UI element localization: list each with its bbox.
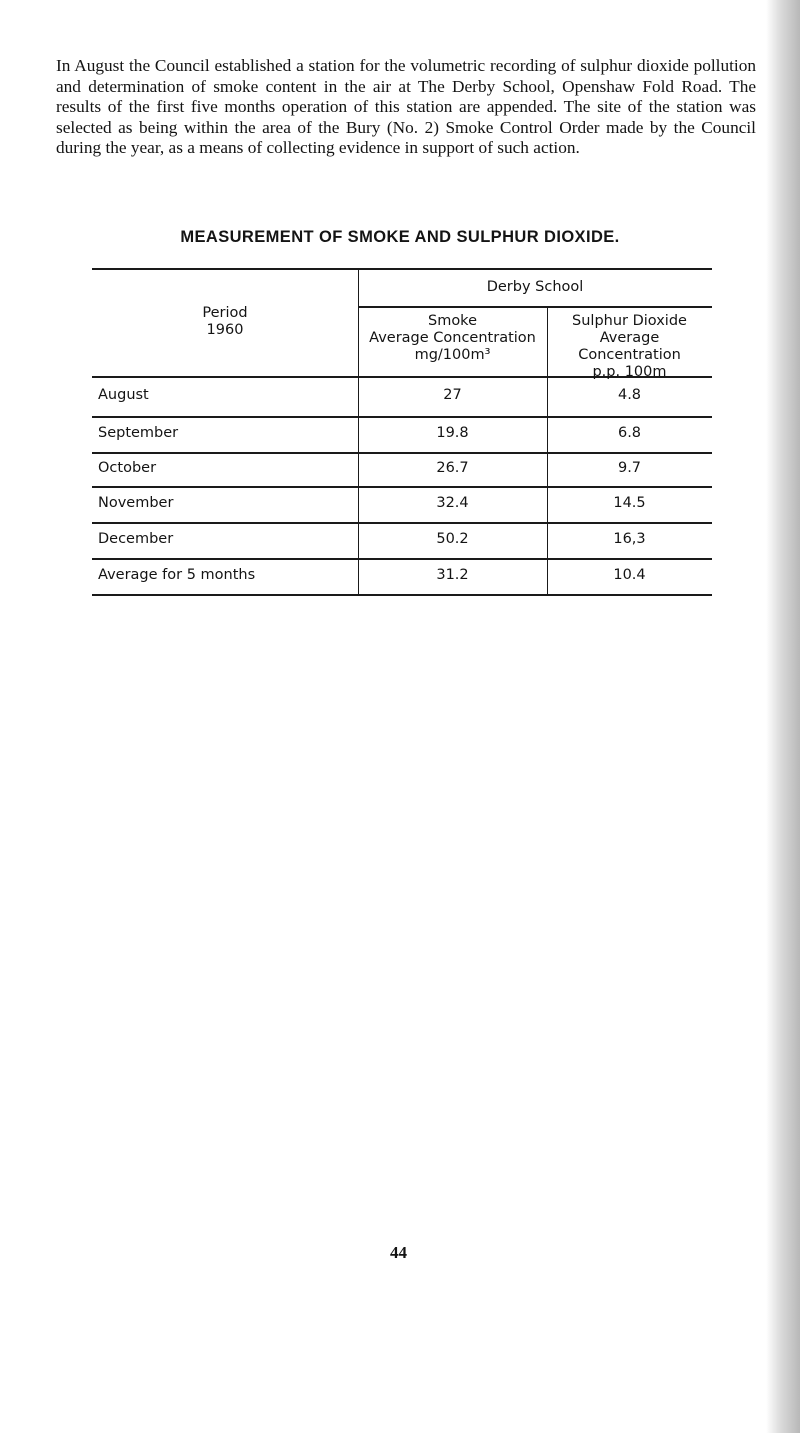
table-heading: MEASUREMENT OF SMOKE AND SULPHUR DIOXIDE.: [180, 228, 620, 246]
year-header-label: 1960: [206, 322, 244, 338]
row-smoke: 50.2: [436, 531, 469, 547]
row-smoke: 27: [443, 387, 462, 403]
rule-top: [92, 268, 712, 270]
row-period: October: [98, 460, 157, 476]
smoke-header: [358, 313, 547, 364]
rule-row-3: [92, 486, 712, 488]
row-smoke: 19.8: [436, 425, 469, 441]
rule-subheader: [358, 306, 712, 308]
rule-row-2: [92, 452, 712, 454]
so2-header: [547, 313, 712, 381]
so2-header-line-3: p.p. 100m: [592, 364, 667, 380]
row-so2: 9.7: [617, 460, 642, 476]
rule-row-4: [92, 522, 712, 524]
row-so2: 6.8: [617, 425, 642, 441]
row-so2: 4.8: [617, 387, 642, 403]
row-period: September: [98, 425, 179, 441]
rule-bottom: [92, 594, 712, 596]
period-header-label: Period: [202, 305, 248, 321]
smoke-header-line-3: mg/100m³: [414, 347, 491, 363]
station-header: Derby School: [486, 279, 584, 295]
smoke-header-line-2: Average Concentration: [369, 330, 536, 346]
row-period: December: [98, 531, 174, 547]
row-smoke-average: 31.2: [436, 567, 469, 583]
row-so2: 14.5: [613, 495, 646, 511]
row-so2: 16,3: [613, 531, 646, 547]
row-so2-average: 10.4: [613, 567, 646, 583]
row-period: August: [98, 387, 149, 403]
intro-paragraph: In August the Council established a station for the volumetric recording of sulphur dioxide pollution and determination of smoke content in the air at The Derby School, Openshaw Fold Road. The results of the first five months operation of this station are appended. The site of the station was selected as being within the area of the Bury (No. 2) Smoke Control Order made by the Council during the year, as a means of collecting evidence in support of such action.: [56, 56, 756, 157]
page-number: 44: [390, 1243, 407, 1262]
rule-row-5: [92, 558, 712, 560]
period-header: [92, 305, 358, 339]
so2-header-line-1: Sulphur Dioxide: [572, 313, 687, 329]
row-period: November: [98, 495, 174, 511]
row-smoke: 26.7: [436, 460, 469, 476]
row-period-average: Average for 5 months: [98, 567, 256, 583]
smoke-header-line-1: Smoke: [427, 313, 477, 329]
row-smoke: 32.4: [436, 495, 469, 511]
so2-header-line-2: Average Concentration: [578, 330, 681, 363]
measurement-table: [92, 268, 712, 596]
page-edge-shadow: [766, 0, 800, 1433]
rule-row-1: [92, 416, 712, 418]
